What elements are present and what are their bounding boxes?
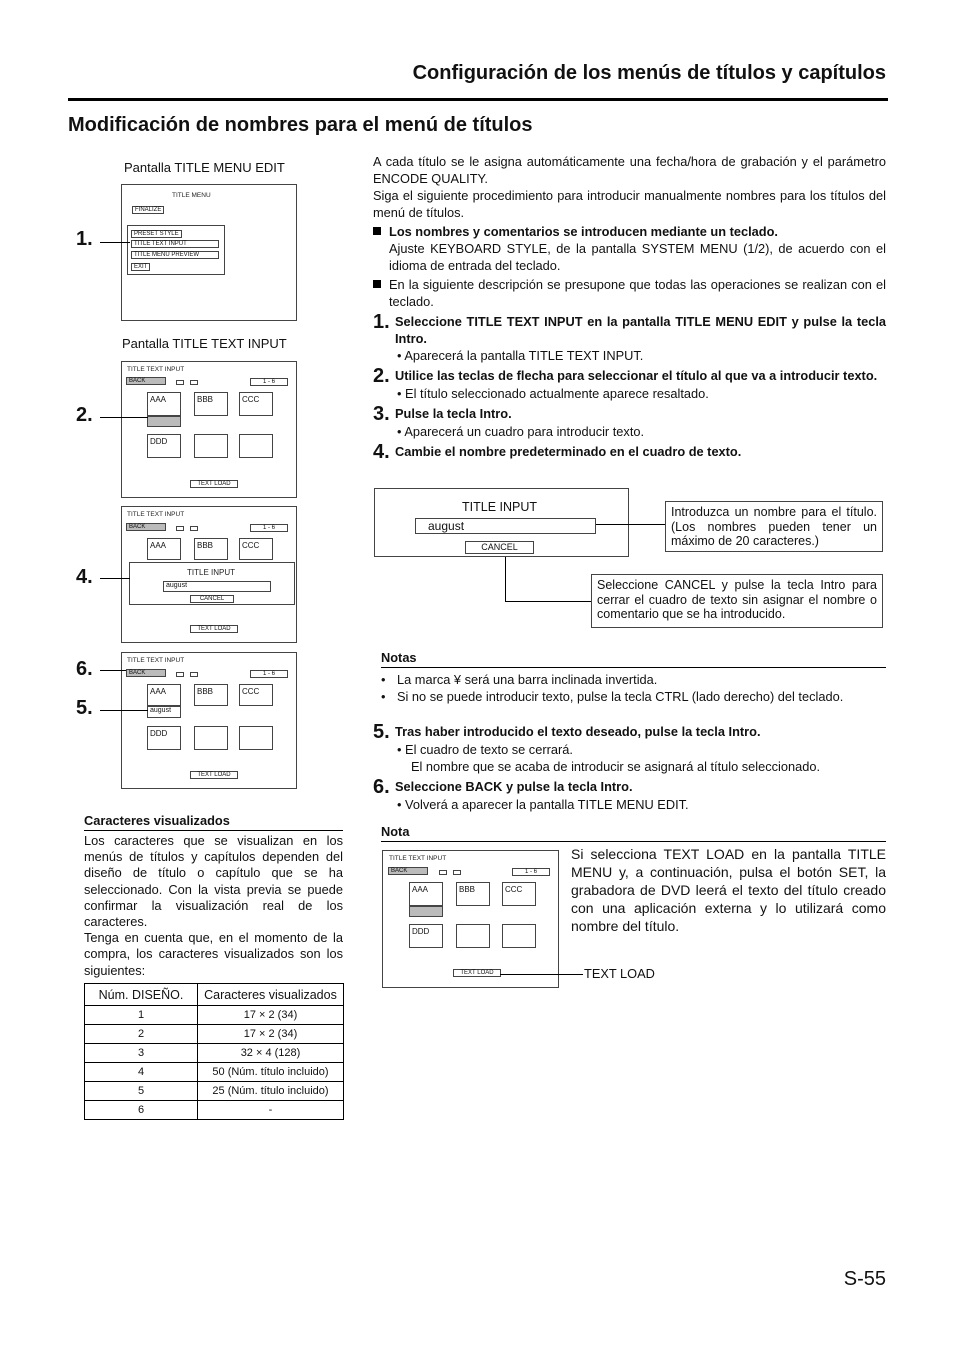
connector-line — [505, 601, 591, 602]
chars-table — [84, 983, 344, 1120]
bullet-assumption — [373, 276, 886, 310]
step-marker-1: 1. — [76, 228, 93, 250]
step-2 — [373, 367, 886, 385]
list-item — [381, 671, 886, 688]
text-load-button[interactable]: TEXT LOAD — [190, 771, 238, 779]
menu-list — [127, 225, 225, 275]
intro-paragraph: Siga el siguiente procedimiento para introducir manualmente nombres para los títulos del menú de títulos. — [373, 188, 886, 220]
steps-5-6 — [373, 723, 886, 813]
step-text: Seleccione TITLE TEXT INPUT en la pantalla TITLE MENU EDIT y pulse la tecla Intro. — [395, 314, 886, 346]
table-cell: 25 (Núm. título incluido) — [198, 1082, 344, 1101]
back-button[interactable]: BACK — [126, 377, 166, 385]
chapter-title: Configuración de los menús de títulos y capítulos — [412, 62, 886, 84]
next-icon[interactable] — [190, 380, 198, 385]
title-box-empty[interactable] — [239, 434, 273, 458]
title-box-aaa[interactable]: AAA — [147, 392, 181, 416]
bullet-dot-icon: • — [381, 689, 386, 704]
menu-item-title-menu-preview[interactable]: TITLE MENU PREVIEW — [131, 251, 219, 259]
selection-highlight — [147, 416, 181, 427]
title-box-empty[interactable] — [194, 434, 228, 458]
square-bullet-icon — [373, 280, 381, 288]
chars-heading: Caracteres visualizados — [84, 813, 343, 831]
step-sub: • El título seleccionado actualmente aparece resaltado. — [397, 386, 709, 401]
tti-title: TITLE TEXT INPUT — [127, 366, 185, 373]
step-text: Seleccione BACK y pulse la tecla Intro. — [395, 779, 633, 794]
bullet-dot-icon: • — [381, 672, 386, 687]
finalize-button[interactable]: FINALIZE — [132, 206, 164, 214]
title-input-dialog — [129, 562, 295, 605]
step-5 — [373, 723, 886, 741]
step-text: Tras haber introducido el texto deseado, pulse la tecla Intro. — [395, 724, 761, 739]
bullet-text: En la siguiente descripción se presupone que todas las operaciones se realizan con el teclado. — [389, 277, 886, 309]
title-box-bbb[interactable]: BBB — [194, 684, 228, 706]
cancel-button[interactable]: CANCEL — [465, 541, 534, 554]
name-input[interactable]: august — [163, 581, 271, 592]
step-marker-4: 4. — [76, 566, 93, 588]
title-box-ccc[interactable]: CCC — [502, 882, 536, 906]
table-cell: 50 (Núm. título incluido) — [198, 1063, 344, 1082]
dialog-title: TITLE INPUT — [462, 500, 538, 514]
step-sub: • Aparecerá la pantalla TITLE TEXT INPUT. — [397, 348, 644, 363]
table-cell: 3 — [85, 1044, 198, 1063]
table-cell: 32 × 4 (128) — [198, 1044, 344, 1063]
title-box-bbb[interactable]: BBB — [194, 392, 228, 416]
table-cell: 5 — [85, 1082, 198, 1101]
title-box-empty[interactable] — [502, 924, 536, 948]
table-cell: - — [198, 1101, 344, 1120]
table-cell: 17 × 2 (34) — [198, 1006, 344, 1025]
tti-screen-nota — [382, 850, 559, 988]
connector-line — [596, 524, 665, 525]
nota-paragraph: Si selecciona TEXT LOAD en la pantalla TITLE MENU y, a continuación, pulsa el botón SET, la grabadora de DVD leerá el texto del título creado con una aplicación externa y lo utilizará como nombre del título. — [571, 846, 886, 934]
callout-cancel: Seleccione CANCEL y pulse la tecla Intro para cerrar el cuadro de texto sin asignar el nombre o comentario que se ha introducido. — [591, 574, 883, 628]
title-menu-screen — [121, 184, 297, 321]
chars-text — [84, 833, 343, 979]
list-item — [381, 688, 886, 705]
menu-screen-title: TITLE MENU — [172, 192, 211, 199]
step-sub: • El cuadro de texto se cerrará. — [397, 742, 573, 757]
step-number: 5. — [373, 721, 390, 743]
title-box-aaa[interactable]: AAA — [147, 684, 181, 706]
menu-item-title-text-input[interactable]: TITLE TEXT INPUT — [131, 240, 219, 248]
connector-line — [100, 242, 130, 243]
table-row — [85, 1006, 344, 1025]
title-box-ccc[interactable]: CCC — [239, 538, 273, 560]
step-6 — [373, 778, 886, 796]
title-box-bbb[interactable]: BBB — [194, 538, 228, 560]
back-button[interactable]: BACK — [126, 523, 166, 531]
bullet-bold: Los nombres y comentarios se introducen mediante un teclado. — [389, 224, 778, 239]
notes-list — [381, 671, 886, 705]
chars-paragraph: Los caracteres que se visualizan en los menús de títulos y capítulos dependen del diseño de título o capítulo que se ha seleccionado. Con la vista previa se puede confirmar la visualización real de los caracteres. — [84, 833, 343, 930]
square-bullet-icon — [373, 227, 381, 235]
selection-highlight — [409, 906, 443, 917]
text-load-button[interactable]: TEXT LOAD — [190, 625, 238, 633]
title-box-empty[interactable] — [239, 726, 273, 750]
bullet-keyboard — [373, 223, 886, 274]
title-box-aaa[interactable]: AAA — [147, 538, 181, 560]
connector-line — [100, 417, 148, 418]
nota-heading: Nota — [381, 824, 886, 842]
note-text: La marca ¥ será una barra inclinada invertida. — [397, 672, 658, 687]
next-icon[interactable] — [190, 672, 198, 677]
connector-line — [100, 670, 126, 671]
title-box-ddd[interactable]: DDD — [409, 924, 443, 948]
note-text: Si no se puede introducir texto, pulse la tecla CTRL (lado derecho) del teclado. — [397, 689, 844, 704]
step-number: 6. — [373, 776, 390, 798]
text-load-button[interactable]: TEXT LOAD — [190, 480, 238, 488]
step-number: 1. — [373, 311, 390, 333]
tti-screen-5 — [121, 652, 297, 789]
title-box-bbb[interactable]: BBB — [456, 882, 490, 906]
tti-title: TITLE TEXT INPUT — [127, 511, 185, 518]
step-sub: El nombre que se acaba de introducir se asignará al título seleccionado. — [411, 759, 821, 774]
header-rule — [68, 98, 888, 101]
text-load-label: TEXT LOAD — [584, 966, 655, 981]
title-box-ddd[interactable]: DDD — [147, 726, 181, 750]
prev-icon[interactable] — [176, 380, 184, 385]
section-title: Modificación de nombres para el menú de títulos — [68, 114, 533, 136]
title-box-aaa[interactable]: AAA — [409, 882, 443, 906]
chars-paragraph-2: Tenga en cuenta que, en el momento de la compra, los caracteres visualizados son los siguientes: — [84, 930, 343, 978]
title-box-ccc[interactable]: CCC — [239, 392, 273, 416]
table-cell: 4 — [85, 1063, 198, 1082]
cancel-button[interactable]: CANCEL — [190, 595, 234, 603]
notes-heading: Notas — [381, 650, 886, 668]
tti-title: TITLE TEXT INPUT — [127, 657, 185, 664]
title-name-august[interactable]: august — [147, 706, 181, 718]
table-cell: 6 — [85, 1101, 198, 1120]
step-1 — [373, 313, 886, 347]
step-marker-5: 5. — [76, 697, 93, 719]
table-row — [85, 1044, 344, 1063]
step-marker-2: 2. — [76, 404, 93, 426]
steps-1-4 — [373, 313, 886, 461]
step-4 — [373, 443, 886, 461]
menu-item-exit[interactable]: EXIT — [131, 263, 150, 271]
step-text: Cambie el nombre predeterminado en el cuadro de texto. — [395, 444, 742, 459]
next-icon[interactable] — [190, 526, 198, 531]
next-icon[interactable] — [453, 870, 461, 875]
table-row — [85, 1063, 344, 1082]
table-row — [85, 1082, 344, 1101]
title-box-ccc[interactable]: CCC — [239, 684, 273, 706]
intro-paragraph: A cada título se le asigna automáticamente una fecha/hora de grabación y el parámetro ENCODE QUALITY. — [373, 154, 886, 186]
caption-menu-edit: Pantalla TITLE MENU EDIT — [124, 160, 285, 175]
step-marker-6: 6. — [76, 658, 93, 680]
connector-line — [505, 557, 506, 602]
table-cell: 2 — [85, 1025, 198, 1044]
page-indicator: 1 - 6 — [250, 378, 288, 386]
table-header: Caracteres visualizados — [198, 984, 344, 1006]
page-indicator: 1 - 6 — [512, 868, 550, 876]
table-cell: 17 × 2 (34) — [198, 1025, 344, 1044]
page-indicator: 1 - 6 — [250, 524, 288, 532]
table-row — [85, 1025, 344, 1044]
bullet-text: Ajuste KEYBOARD STYLE, de la pantalla SYSTEM MENU (1/2), de acuerdo con el idioma de entrada del teclado. — [389, 241, 886, 273]
table-header: Núm. DISEÑO. — [85, 984, 198, 1006]
menu-item-preset-style[interactable]: PRESET STYLE — [131, 230, 182, 238]
prev-icon[interactable] — [176, 526, 184, 531]
nota-text — [571, 845, 886, 935]
step-sub: • Aparecerá un cuadro para introducir texto. — [397, 424, 645, 439]
prev-icon[interactable] — [176, 672, 184, 677]
title-box-empty[interactable] — [456, 924, 490, 948]
table-row — [85, 1101, 344, 1120]
step-sub: • Volverá a aparecer la pantalla TITLE MENU EDIT. — [397, 797, 689, 812]
back-button[interactable]: BACK — [388, 867, 428, 875]
page-number: S-55 — [843, 1268, 886, 1290]
step-text: Pulse la tecla Intro. — [395, 406, 512, 421]
prev-icon[interactable] — [439, 870, 447, 875]
tti-title: TITLE TEXT INPUT — [389, 855, 447, 862]
name-input[interactable]: august — [415, 518, 596, 534]
step-3 — [373, 405, 886, 423]
tti-screen-2 — [121, 361, 297, 498]
table-cell: 1 — [85, 1006, 198, 1025]
text-load-button[interactable]: TEXT LOAD — [453, 969, 501, 977]
page-indicator: 1 - 6 — [250, 670, 288, 678]
tti-screen-4 — [121, 506, 297, 643]
title-box-empty[interactable] — [194, 726, 228, 750]
caption-text-input: Pantalla TITLE TEXT INPUT — [122, 336, 287, 351]
connector-line — [100, 710, 148, 711]
intro-block — [373, 153, 886, 310]
step-number: 4. — [373, 441, 390, 463]
dialog-title: TITLE INPUT — [187, 568, 236, 577]
step-text: Utilice las teclas de flecha para seleccionar el título al que va a introducir texto. — [395, 368, 878, 383]
step-number: 3. — [373, 403, 390, 425]
title-input-diagram — [374, 488, 629, 557]
back-button[interactable]: BACK — [126, 669, 166, 677]
connector-line — [100, 578, 130, 579]
connector-line — [500, 974, 583, 975]
title-box-ddd[interactable]: DDD — [147, 434, 181, 458]
callout-name-length: Introduzca un nombre para el título. (Los nombres pueden tener un máximo de 20 caracteres.) — [665, 501, 883, 552]
step-number: 2. — [373, 365, 390, 387]
